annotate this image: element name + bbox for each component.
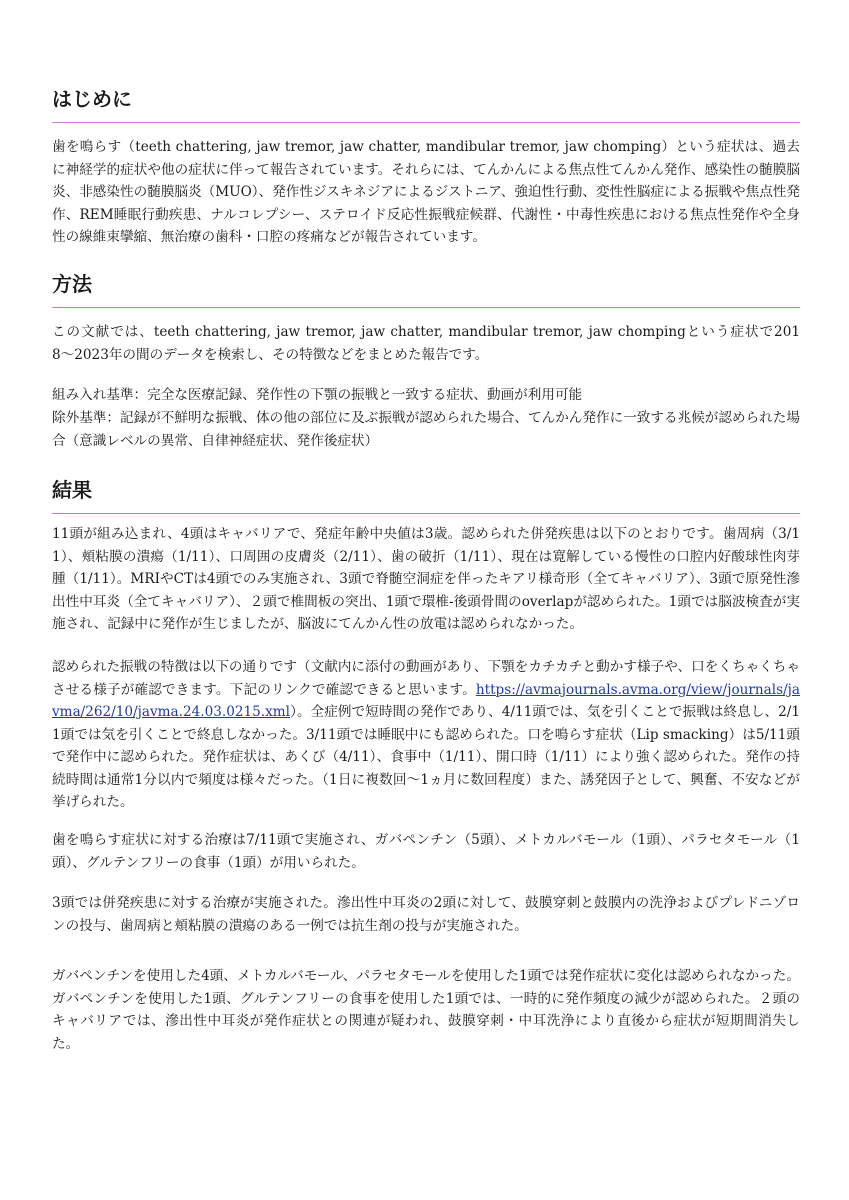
results-paragraph-2-before: 認められた振戦の特徴は以下の通りです（文献内に添付の動画があり、下顎をカチカチと動かす様子や、口をくちゃくちゃさせる様子が確認できます。下記のリンクで確認できると思います。: [52, 659, 800, 698]
results-paragraph-4: 3頭では併発疾患に対する治療が実施された。滲出性中耳炎の2頭に対して、鼓膜穿刺と鼓膜内の洗浄およびプレドニゾロンの投与、歯周病と頬粘膜の潰瘍のある一例では抗生剤の投与が実施された。: [52, 895, 800, 934]
section-title-methods: 方法: [52, 271, 800, 308]
exclusion-criteria: 除外基準：記録が不鮮明な振戦、体の他の部位に及ぶ振戦が認められた場合、てんかん発作に一致する兆候が認められた場合（意識レベルの異常、自律神経症状、発作後症状）: [52, 410, 800, 449]
intro-paragraph: 歯を鳴らす（teeth chattering, jaw tremor, jaw chatter, mandibular tremor, jaw chomping）という症状は、過去に神経学的症状や他の症状に伴って報告されています。それらには、てんかんによる焦点性てんかん発作、感染性の髄膜脳炎、非感染性の髄膜脳炎（MUO）、発作性ジスキネジアによるジストニア、強迫性行動、変性性脳症による振戦や焦点性発作、REM睡眠行動疾患、ナルコレプシー、ステロイド反応性振戦症候群、代謝性・中毒性疾患における焦点性発作や全身性の線維束攣縮、無治療の歯科・口腔の疼痛などが報告されています。: [52, 139, 800, 245]
results-paragraph-2-after: ）。全症例で短時間の発作であり、4/11頭では、気を引くことで振戦は終息し、2/11頭では気を引くことで終息しなかった。3/11頭では睡眠中にも認められた。口を鳴らす症状（Lip smacking）は5/11頭で発作中に認められた。発作症状は、あくび（4/11）、食事中（1/11）、開口時（1/11）により強く認められた。発作の持続時間は通常1分以内で頻度は様々だった。（1日に複数回〜1ヵ月に数回程度）また、誘発因子として、興奮、不安などが挙げられた。: [52, 704, 800, 810]
methods-paragraph: この文献では、teeth chattering, jaw tremor, jaw chatter, mandibular tremor, jaw chompingという症状で2018〜2023年の間のデータを検索し、その特徴などをまとめた報告です。: [52, 324, 800, 363]
results-paragraph-1: 11頭が組み込まれ、4頭はキャバリアで、発症年齢中央値は3歳。認められた併発疾患は以下のとおりです。歯周病（3/11）、頬粘膜の潰瘍（1/11）、口周囲の皮膚炎（2/11）、歯の破折（1/11）、現在は寛解している慢性の口腔内好酸球性肉芽腫（1/11）。MRIやCTは4頭でのみ実施され、3頭で脊髄空洞症を伴ったキアリ様奇形（全てキャバリア）、3頭で原発性滲出性中耳炎（全てキャバリア）、２頭で椎間板の突出、1頭で環椎-後頭骨間のoverlapが認められた。1頭では脳波検査が実施され、記録中に発作が生じましたが、脳波にてんかん性の放電は認められなかった。: [52, 526, 800, 632]
results-paragraph-5: ガバペンチンを使用した4頭、メトカルバモール、パラセタモールを使用した1頭では発作症状に変化は認められなかった。ガバペンチンを使用した1頭、グルテンフリーの食事を使用した1頭では、一時的に発作頻度の減少が認められた。２頭のキャバリアでは、滲出性中耳炎が発作症状との関連が疑われ、鼓膜穿刺・中耳洗浄により直後から症状が短期間消失した。: [52, 968, 800, 1052]
section-title-results: 結果: [52, 477, 800, 514]
inclusion-criteria: 組み入れ基準：完全な医療記録、発作性の下顎の振戦と一致する症状、動画が利用可能: [52, 387, 583, 403]
section-title-introduction: はじめに: [52, 86, 800, 123]
results-paragraph-2: [52, 656, 800, 814]
article-video-link[interactable]: https://avmajournals.avma.org/view/journals/javma/262/10/javma.24.03.0215.xml: [52, 681, 800, 720]
results-paragraph-3: 歯を鳴らす症状に対する治療は7/11頭で実施され、ガバペンチン（5頭）、メトカルバモール（1頭）、パラセタモール（1頭）、グルテンフリーの食事（1頭）が用いられた。: [52, 832, 800, 871]
